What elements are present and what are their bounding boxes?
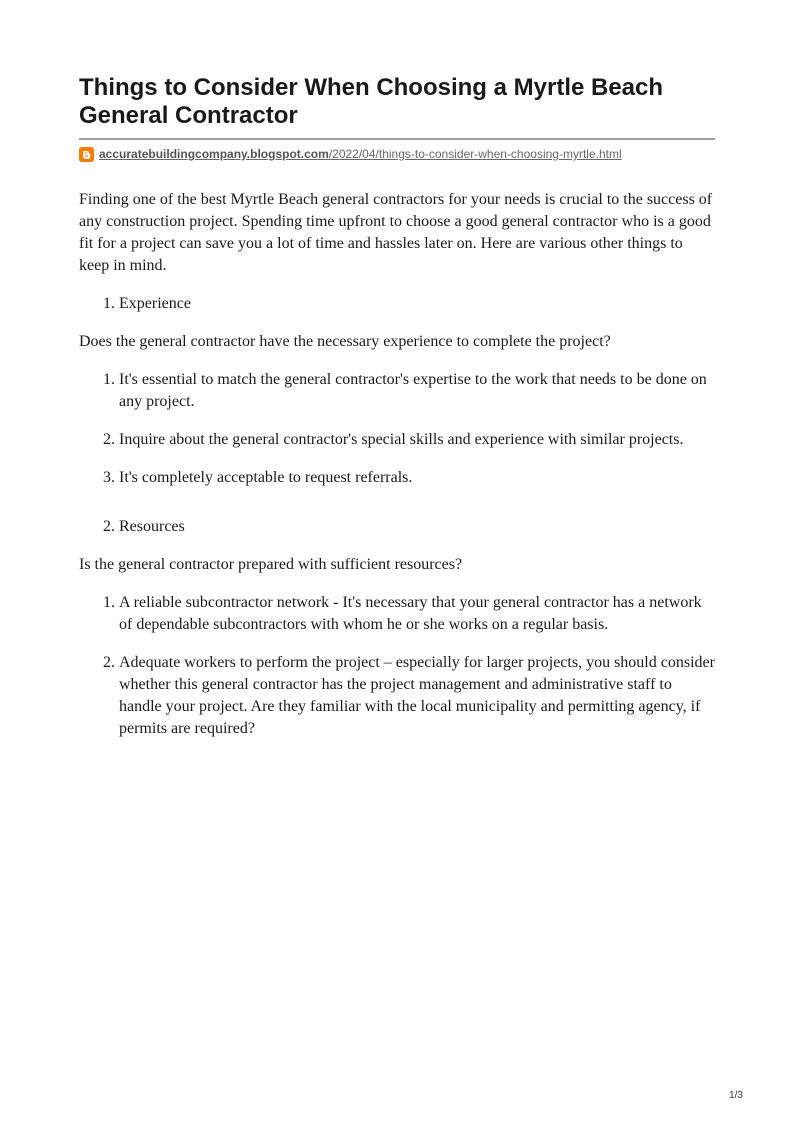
title-divider [79, 138, 715, 140]
source-line [79, 146, 715, 162]
page-title: Things to Consider When Choosing a Myrtle Beach General Contractor [79, 74, 664, 129]
list-item: 2. Adequate workers to perform the project – especially for larger projects, you should consider whether this general contractor has the project management and administrative staff to handle your project. Are they familiar with the local municipality and permitting agency, if permits are required? [119, 652, 715, 740]
section-question: Does the general contractor have the necessary experience to complete the project? [79, 333, 611, 350]
intro-paragraph: Finding one of the best Myrtle Beach general contractors for your needs is crucial to the success of any construction project. Spending time upfront to choose a good general contractor who is a good fit for a project can save you a lot of time and hassles later on. Here are various other things to keep in mind. [79, 191, 713, 274]
source-path: /2022/04/things-to-consider-when-choosing-myrtle.html [328, 147, 622, 161]
page-number: 1/3 [729, 1090, 743, 1101]
list-item: 2. Inquire about the general contractor's special skills and experience with similar projects. [119, 429, 715, 451]
list-item: 1. It's essential to match the general contractor's expertise to the work that needs to be done on any project. [119, 369, 715, 413]
list-item: 1. A reliable subcontractor network - It's necessary that your general contractor has a network of dependable subcontractors with whom he or she works on a regular basis. [119, 592, 715, 636]
source-domain: accuratebuildingcompany.blogspot.com [99, 147, 329, 161]
section-heading-resources: 2. Resources [119, 516, 715, 538]
section-heading-list [79, 293, 715, 315]
article [79, 74, 715, 740]
list-item: 3. It's completely acceptable to request referrals. [119, 467, 715, 489]
section-item-list [79, 369, 715, 489]
blogger-icon [79, 147, 94, 162]
section-heading-list [79, 516, 715, 538]
section-heading-experience: 1. Experience [119, 293, 715, 315]
section-item-list [79, 592, 715, 740]
section-question: Is the general contractor prepared with sufficient resources? [79, 556, 463, 573]
source-link[interactable] [99, 146, 622, 162]
